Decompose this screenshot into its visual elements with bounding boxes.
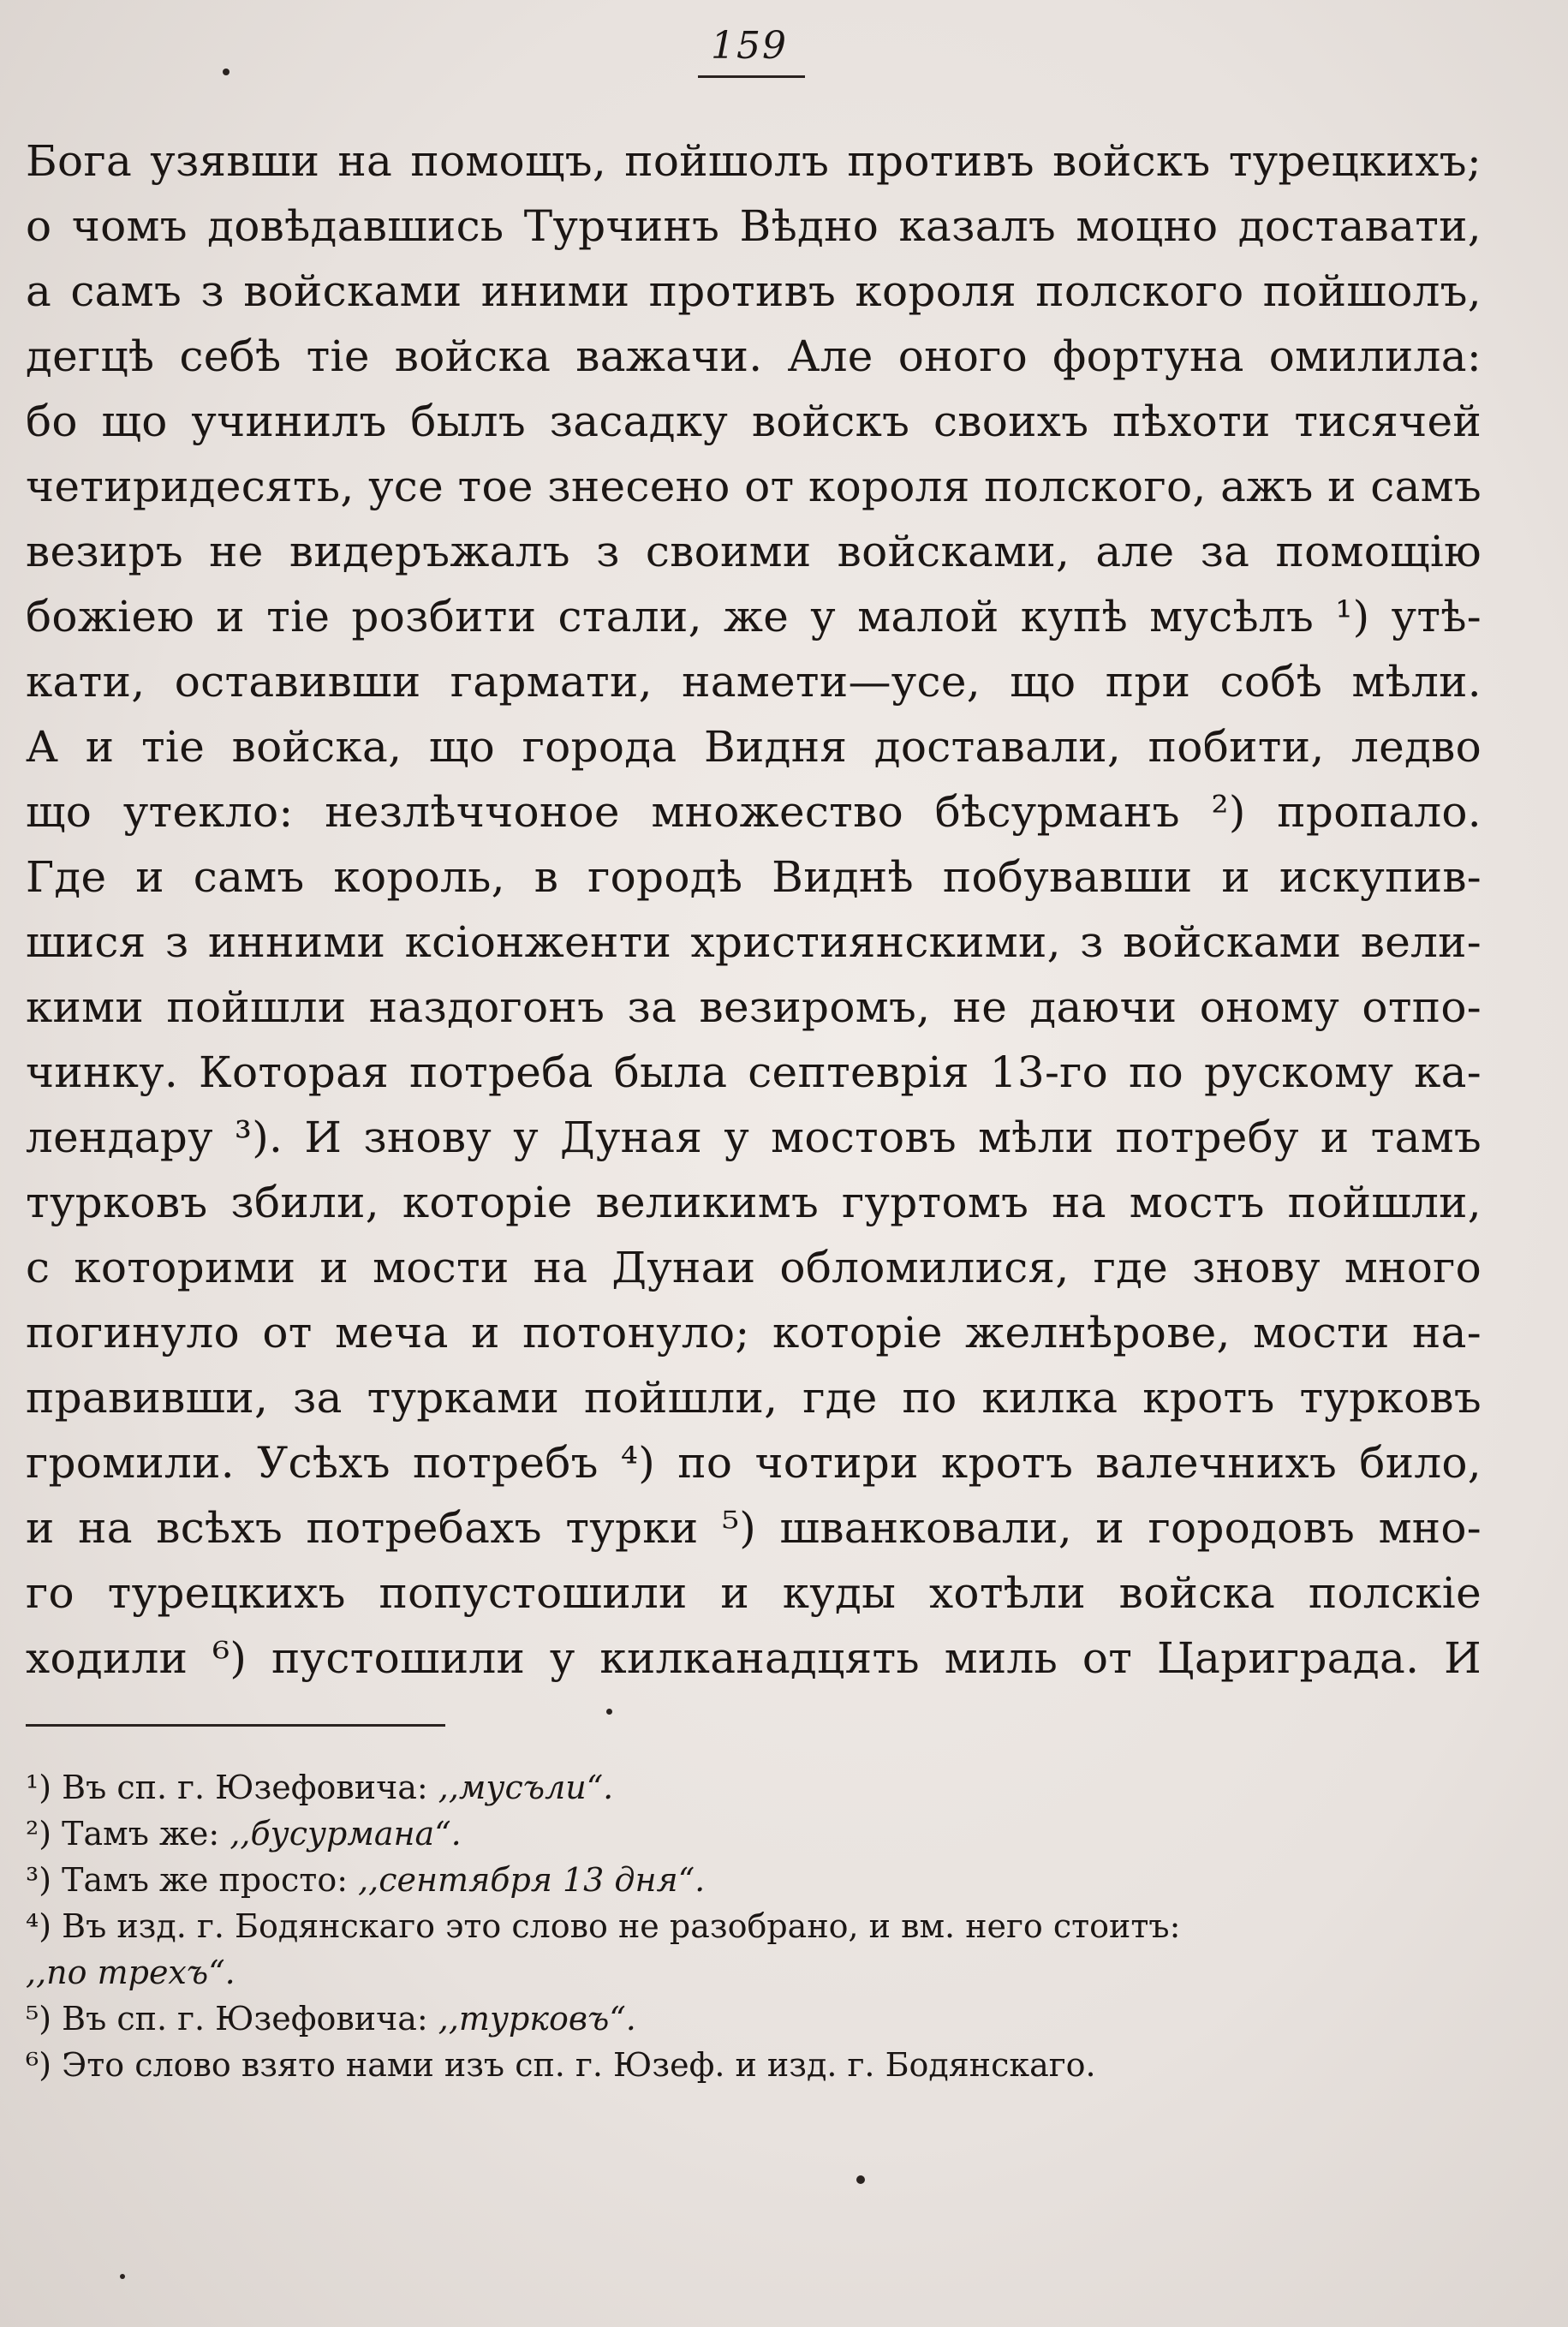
page-number: 159 (711, 24, 788, 68)
text-line: дегцѣ себѣ тіе войска важачи. Але оного фортуна омилила: (26, 331, 1482, 381)
footnote-text: Въ изд. г. Бодянскаго это слово не разобрано, и вм. него стоитъ: (62, 1907, 1181, 1945)
text-line: А и тіе войска, що города Видня доставали, побити, ледво (26, 722, 1482, 772)
footnote (26, 1996, 1482, 2042)
text-line: правивши, за турками пойшли, где по килка кротъ турковъ (26, 1373, 1482, 1423)
footnote-mark: ³) (26, 1861, 52, 1899)
footnote-quote: ,,сентября 13 дня“. (358, 1861, 706, 1899)
footnote (26, 1811, 1482, 1857)
text-line: лендару ³). И знову у Дуная у мостовъ мѣли потребу и тамъ (26, 1113, 1482, 1162)
footnote (26, 1903, 1482, 1949)
footnote-quote: ,,бусурмана“. (230, 1815, 462, 1853)
text-line: шися з инними ксіонженти християнскими, з войсками вели- (26, 917, 1482, 967)
ink-speck (856, 2175, 865, 2184)
footnote-text: Это слово взято нами изъ сп. г. Юзеф. и изд. г. Бодянскаго. (62, 2046, 1096, 2084)
text-line: Бога узявши на помощъ, пойшолъ противъ войскъ турецкихъ; (26, 136, 1482, 186)
footnote-quote: ,,мусъли“. (438, 1769, 614, 1806)
footnote-mark: ⁴) (26, 1907, 52, 1945)
footnote-separator (26, 1724, 445, 1727)
footnote-mark: ²) (26, 1815, 52, 1853)
text-line: а самъ з войсками иними противъ короля полского пойшолъ, (26, 266, 1482, 316)
footnote-mark: ⁶) (26, 2046, 52, 2084)
page-number-underline (698, 75, 805, 78)
text-line: кати, оставивши гармати, намети—усе, що при собѣ мѣли. (26, 657, 1482, 707)
text-line: божіею и тіе розбити стали, же у малой купѣ мусѣлъ ¹) утѣ- (26, 592, 1482, 641)
footnote-text: Тамъ же: (62, 1815, 230, 1853)
text-line: кими пойшли наздогонъ за везиромъ, не даючи оному отпо- (26, 982, 1482, 1032)
text-line: Где и самъ король, в городѣ Виднѣ побувавши и искупив- (26, 852, 1482, 902)
footnote-quote: ,,турковъ“. (438, 2000, 636, 2038)
ink-speck (223, 69, 230, 75)
footnote-mark: ⁵) (26, 2000, 52, 2038)
text-line: го турецкихъ попустошили и куды хотѣли войска полскіе (26, 1568, 1482, 1618)
footnotes (26, 1764, 1482, 2088)
text-line: четиридесять, усе тое знесено от короля полского, ажъ и самъ (26, 462, 1482, 511)
text-line: с которими и мости на Дунаи обломилися, где знову много (26, 1243, 1482, 1292)
text-line: турковъ збили, которіе великимъ гуртомъ на мостъ пойшли, (26, 1178, 1482, 1227)
text-line: погинуло от меча и потонуло; которіе желнѣрове, мости на- (26, 1308, 1482, 1357)
text-line: о чомъ довѣдавшись Турчинъ Вѣдно казалъ моцно доставати, (26, 201, 1482, 251)
text-line: везиръ не видеръжалъ з своими войсками, але за помощію (26, 527, 1482, 576)
ink-speck (120, 2274, 125, 2279)
footnote-continuation (26, 1949, 1482, 1996)
footnote-text: Въ сп. г. Юзефовича: (62, 1769, 438, 1806)
text-line: и на всѣхъ потребахъ турки ⁵) шванковали, и городовъ мно- (26, 1503, 1482, 1553)
text-line: чинку. Которая потреба была септеврія 13-го по рускому ка- (26, 1047, 1482, 1097)
body-text (26, 128, 1482, 1691)
footnote (26, 1764, 1482, 1811)
footnote (26, 2042, 1482, 2088)
footnote-text: Тамъ же просто: (62, 1861, 359, 1899)
footnote (26, 1857, 1482, 1903)
text-line: що утекло: незлѣччоное множество бѣсурманъ ²) пропало. (26, 787, 1482, 837)
footnote-quote: ,,по трехъ“. (26, 1954, 235, 1991)
text-line: ходили ⁶) пустошили у килканадцять миль от Цариграда. И (26, 1633, 1482, 1683)
footnote-mark: ¹) (26, 1769, 52, 1806)
footnote-text: Въ сп. г. Юзефовича: (62, 2000, 438, 2038)
text-line: громили. Усѣхъ потребъ ⁴) по чотири кротъ валечнихъ било, (26, 1438, 1482, 1488)
ink-speck (606, 1709, 612, 1715)
text-line: бо що учинилъ былъ засадку войскъ своихъ пѣхоти тисячей (26, 397, 1482, 446)
